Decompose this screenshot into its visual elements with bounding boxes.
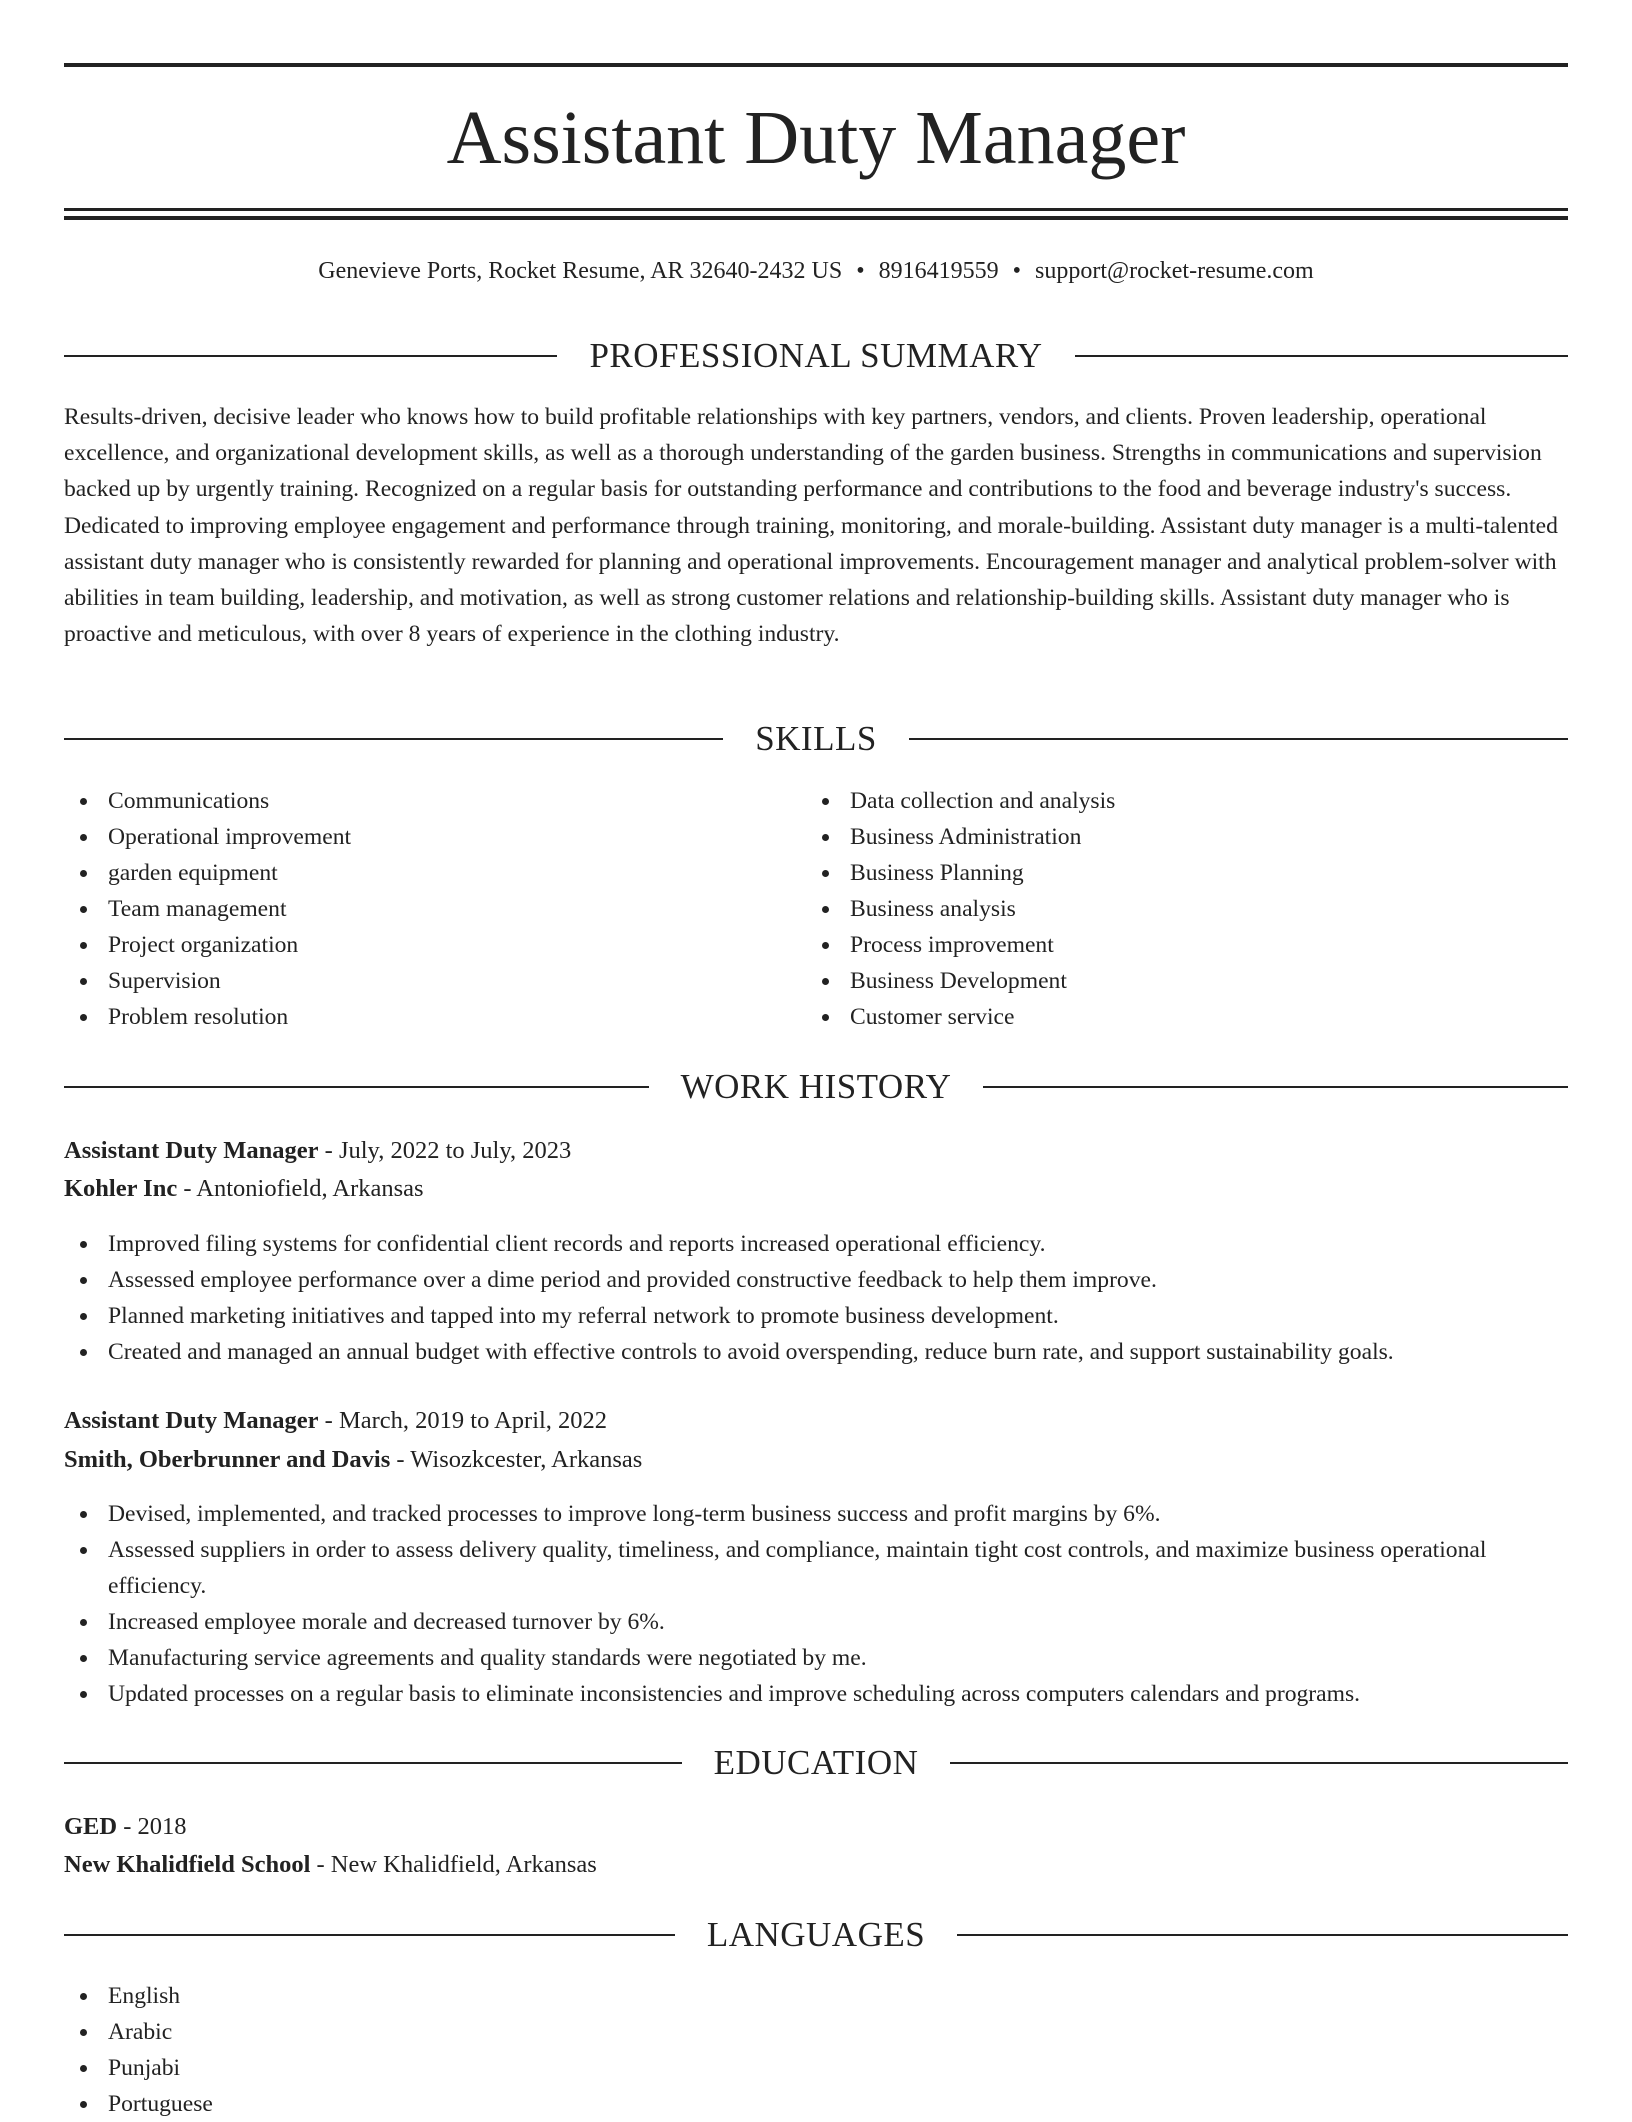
contact-phone: 8916419559	[878, 258, 999, 284]
education-degree-line	[64, 1809, 1568, 1845]
job-bullet: Improved filing systems for confidential client records and reports increased operational efficiency.	[64, 1226, 1568, 1262]
job-bullet: Created and managed an annual budget with effective controls to avoid overspending, reduce burn rate, and support sustainability goals.	[64, 1334, 1568, 1370]
job-location: - Antoniofield, Arkansas	[177, 1175, 424, 1202]
divider	[1075, 355, 1568, 357]
language-item: Punjabi	[64, 2050, 564, 2086]
language-item: English	[64, 1978, 564, 2014]
divider	[957, 1934, 1568, 1936]
job-bullet: Increased employee morale and decreased turnover by 6%.	[64, 1604, 1568, 1640]
education-degree: GED	[64, 1813, 118, 1840]
job-bullets	[64, 1226, 1568, 1370]
contact-email: support@rocket-resume.com	[1035, 258, 1314, 284]
divider	[909, 738, 1568, 740]
job-location: - Wisozkcester, Arkansas	[390, 1446, 643, 1473]
job-company-line	[64, 1171, 1568, 1207]
job-title-line	[64, 1403, 1568, 1439]
contact-separator: •	[856, 258, 865, 284]
divider	[983, 1086, 1568, 1088]
section-heading-summary	[64, 334, 1568, 378]
section-heading-languages	[64, 1913, 1568, 1957]
section-title: PROFESSIONAL SUMMARY	[589, 336, 1043, 375]
divider	[64, 1762, 682, 1764]
education-year: - 2018	[117, 1813, 187, 1840]
job-bullet: Assessed employee performance over a dime period and provided constructive feedback to help them improve.	[64, 1262, 1568, 1298]
title-rule-thick	[64, 216, 1568, 220]
summary-paragraph: Results-driven, decisive leader who knows how to build profitable relationships with key partners, vendors, and clients. Proven leadership, operational excellence, and organizational development skills, as well as a thorough understanding of the garden business. Strengths in communications and supervision backed up by urgently training. Recognized on a regular basis for outstanding performance and contributions to the food and beverage industry's success. Dedicated to improving employee engagement and performance through training, monitoring, and morale-building. Assistant duty manager is a multi-talented assistant duty manager who is consistently rewarded for planning and operational improvements. Encouragement manager and analytical problem-solver with abilities in team building, leadership, and motivation, as well as strong customer relations and relationship-building skills. Assistant duty manager who is proactive and meticulous, with over 8 years of experience in the clothing industry.	[64, 404, 1558, 648]
section-heading-work	[64, 1065, 1568, 1109]
section-title: SKILLS	[755, 719, 877, 758]
divider	[64, 355, 557, 357]
job-company: Smith, Oberbrunner and Davis	[64, 1446, 391, 1473]
skills-list-left	[64, 783, 764, 1035]
top-rule	[64, 63, 1568, 67]
job-bullet: Planned marketing initiatives and tapped into my referral network to promote business development.	[64, 1298, 1568, 1334]
divider	[64, 1934, 675, 1936]
job-title-line	[64, 1133, 1568, 1169]
skill-item: Customer service	[806, 999, 1506, 1035]
contact-address: Genevieve Ports, Rocket Resume, AR 32640-2432 US	[318, 258, 843, 284]
skill-item: garden equipment	[64, 855, 764, 891]
title-rule-thin	[64, 208, 1568, 211]
skill-item: Business analysis	[806, 891, 1506, 927]
skill-item: Business Planning	[806, 855, 1506, 891]
skill-item: Business Development	[806, 963, 1506, 999]
section-heading-skills	[64, 717, 1568, 761]
job-bullet: Devised, implemented, and tracked processes to improve long-term business success and profit margins by 6%.	[64, 1496, 1568, 1532]
section-title: WORK HISTORY	[680, 1067, 952, 1106]
job-company-line	[64, 1442, 1568, 1478]
education-location: - New Khalidfield, Arkansas	[310, 1851, 597, 1878]
skill-item: Data collection and analysis	[806, 783, 1506, 819]
skill-item: Communications	[64, 783, 764, 819]
job-dates: - July, 2022 to July, 2023	[318, 1137, 572, 1164]
section-heading-education	[64, 1741, 1568, 1785]
skill-item: Problem resolution	[64, 999, 764, 1035]
job-bullet: Manufacturing service agreements and quality standards were negotiated by me.	[64, 1640, 1568, 1676]
skill-item: Project organization	[64, 927, 764, 963]
job-title: Assistant Duty Manager	[64, 1137, 319, 1164]
divider	[64, 738, 723, 740]
skill-item: Operational improvement	[64, 819, 764, 855]
skill-item: Team management	[64, 891, 764, 927]
job-bullet: Updated processes on a regular basis to eliminate inconsistencies and improve scheduling across computers calendars and programs.	[64, 1676, 1568, 1712]
contact-separator: •	[1012, 258, 1022, 284]
section-title: EDUCATION	[713, 1743, 919, 1782]
education-school-line	[64, 1847, 1568, 1883]
job-bullet: Assessed suppliers in order to assess delivery quality, timeliness, and compliance, maintain tight cost controls, and maximize business operational efficiency.	[64, 1532, 1568, 1604]
divider	[950, 1762, 1568, 1764]
divider	[64, 1086, 649, 1088]
skill-item: Process improvement	[806, 927, 1506, 963]
skill-item: Business Administration	[806, 819, 1506, 855]
languages-list	[64, 1978, 564, 2122]
job-title: Assistant Duty Manager	[64, 1407, 319, 1434]
contact-line	[64, 254, 1568, 288]
job-bullets	[64, 1496, 1568, 1712]
skills-list-right	[806, 783, 1506, 1035]
education-school: New Khalidfield School	[64, 1851, 311, 1878]
language-item: Portuguese	[64, 2086, 564, 2122]
section-title: LANGUAGES	[706, 1915, 926, 1954]
job-dates: - March, 2019 to April, 2022	[318, 1407, 608, 1434]
skill-item: Supervision	[64, 963, 764, 999]
language-item: Arabic	[64, 2014, 564, 2050]
resume-title: Assistant Duty Manager	[446, 96, 1186, 180]
job-company: Kohler Inc	[64, 1175, 178, 1202]
